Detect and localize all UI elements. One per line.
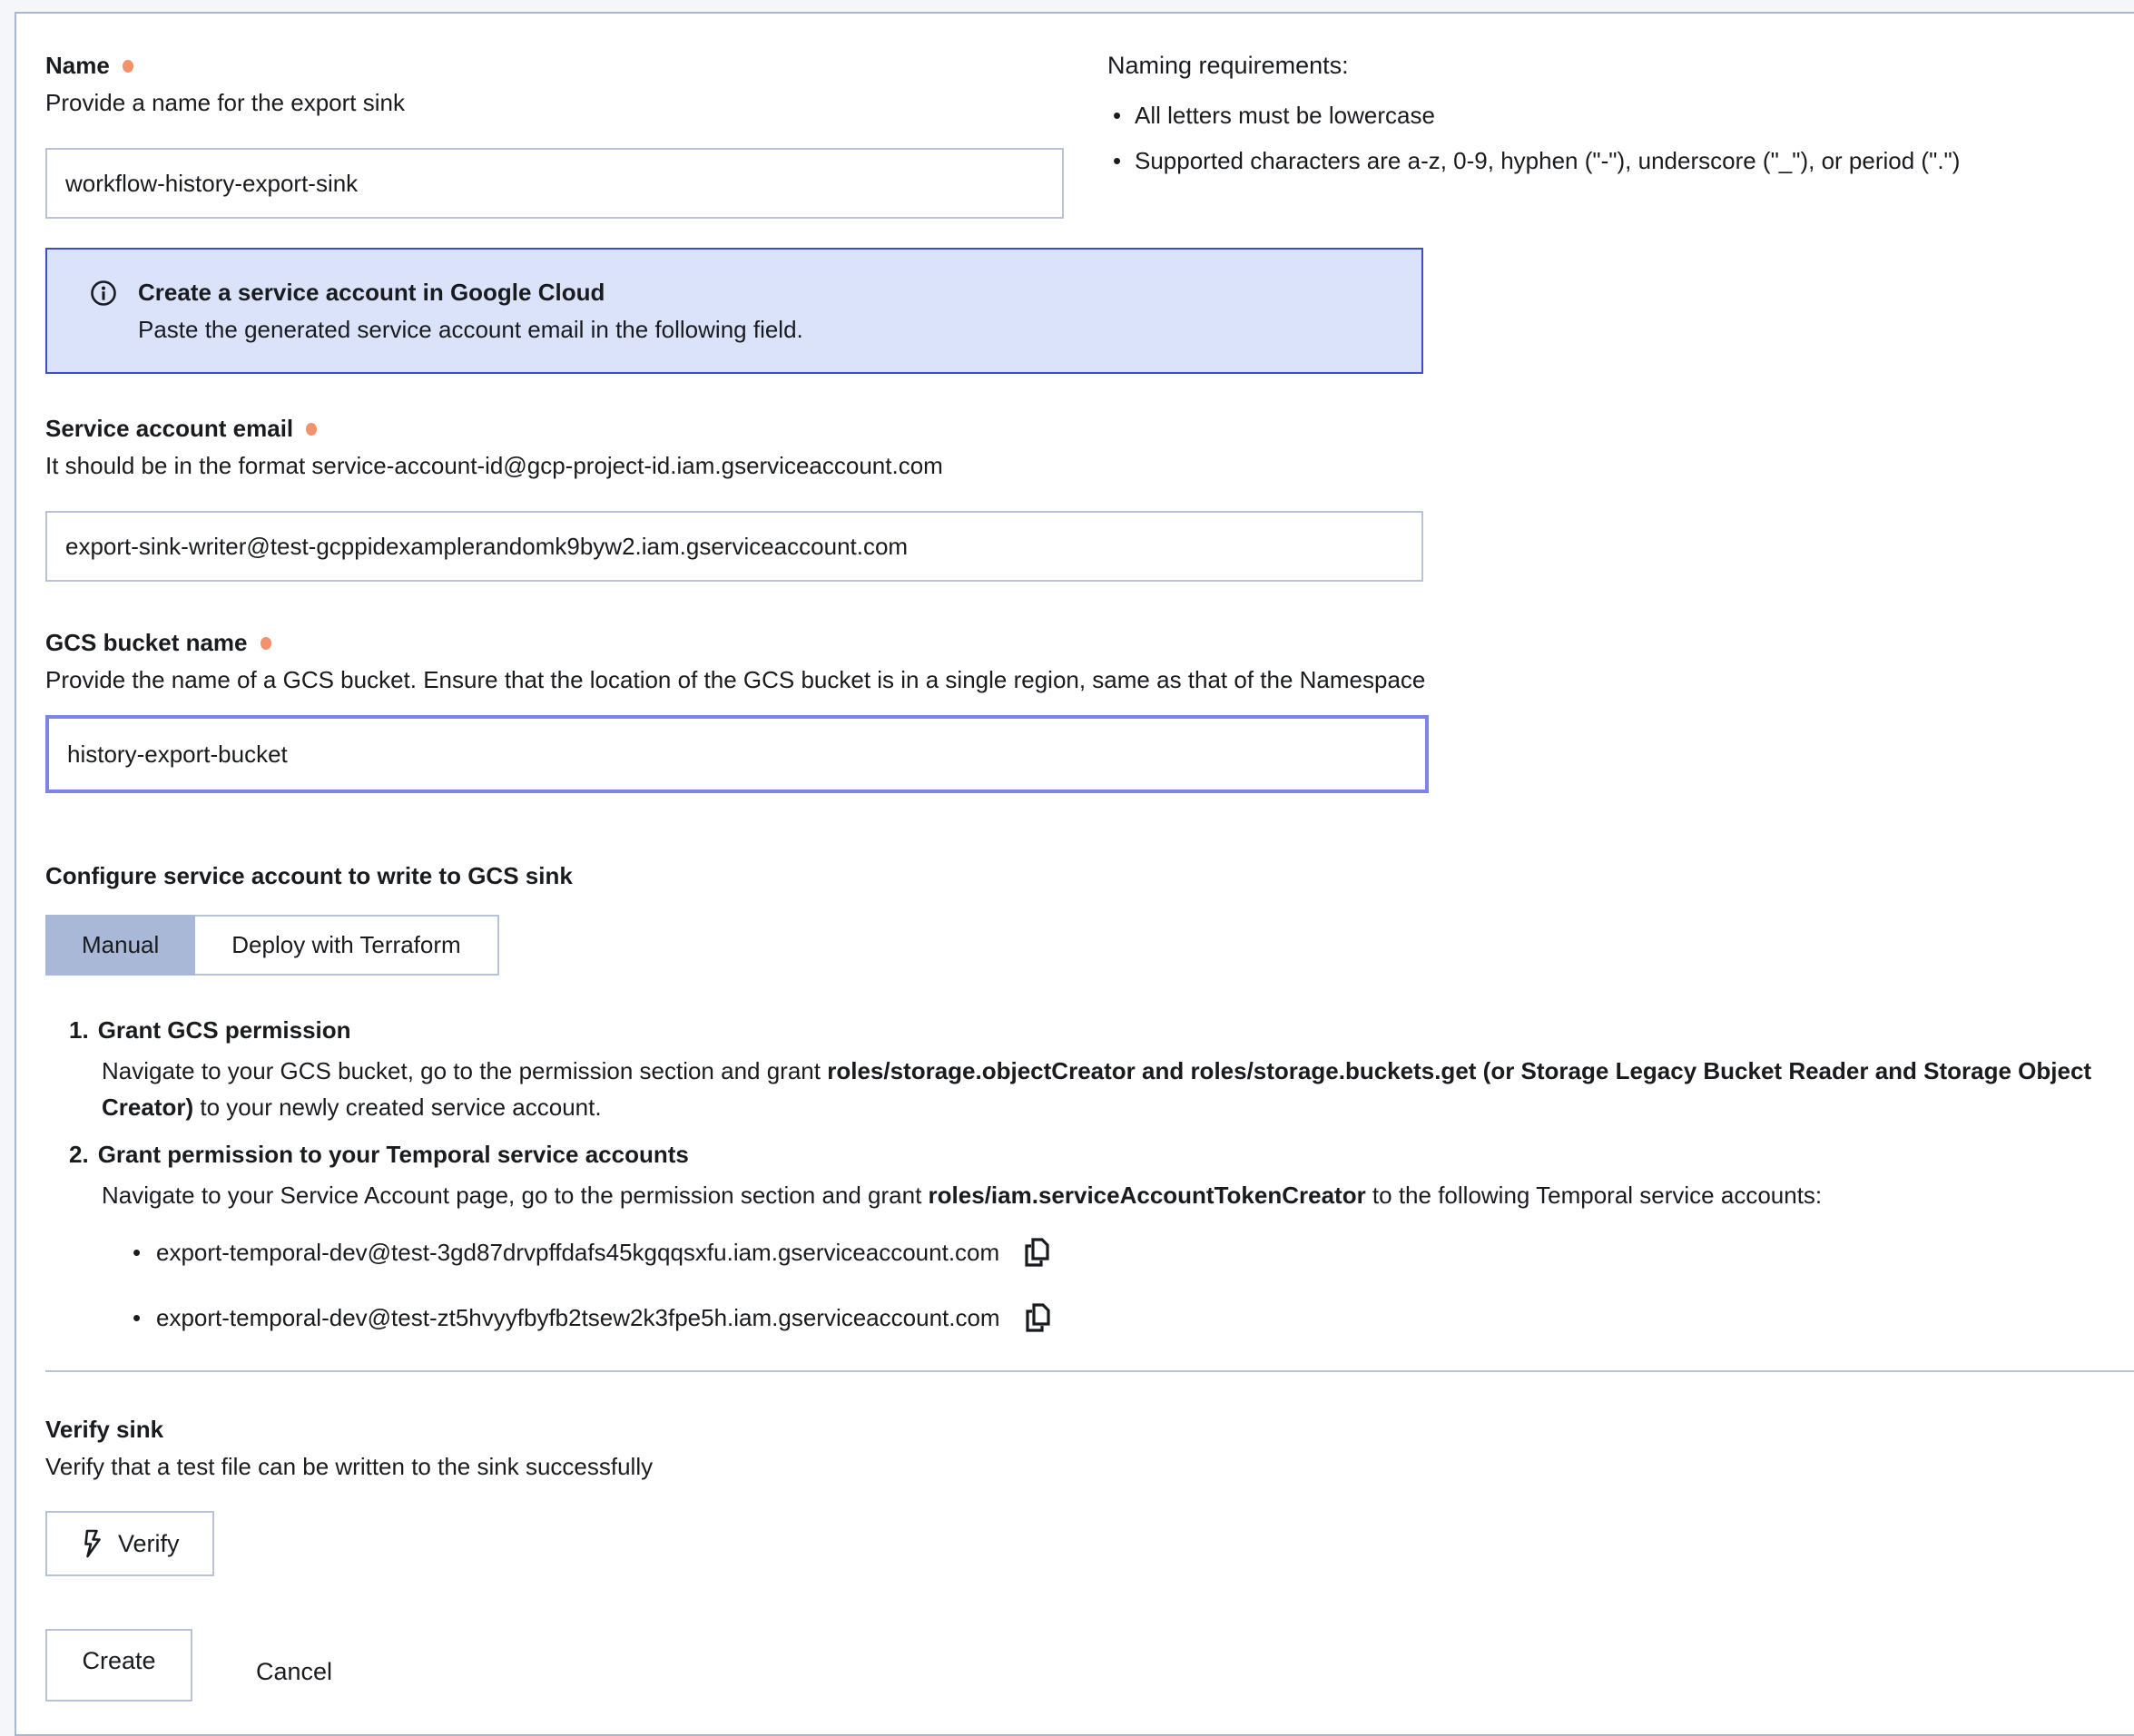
naming-requirements-title: Naming requirements: bbox=[1107, 52, 1349, 79]
verify-button-label: Verify bbox=[118, 1529, 180, 1557]
create-button[interactable]: Create bbox=[45, 1629, 192, 1702]
naming-requirement-item: • Supported characters are a-z, 0-9, hyphen ("-"), underscore ("_"), or period (".") bbox=[1107, 145, 2116, 176]
step-body-text: to your newly created service account. bbox=[193, 1094, 602, 1121]
verify-sink-title: Verify sink bbox=[45, 1416, 164, 1443]
section-divider bbox=[45, 1370, 2134, 1372]
gcs-bucket-name-input[interactable] bbox=[45, 715, 1429, 793]
step-body-text: to the following Temporal service accounts: bbox=[1365, 1182, 1823, 1209]
export-sink-form bbox=[15, 12, 2134, 1736]
step-title: Grant GCS permission bbox=[97, 1016, 351, 1044]
copy-icon bbox=[1024, 1302, 1051, 1333]
name-input[interactable] bbox=[45, 148, 1064, 219]
configure-tabs bbox=[45, 915, 499, 976]
info-banner-body: Paste the generated service account email in the following field. bbox=[138, 316, 803, 343]
configure-section-title: Configure service account to write to GCS sink bbox=[45, 862, 573, 889]
gcs-bucket-name-description: Provide the name of a GCS bucket. Ensure that the location of the GCS bucket is in a single region, same as that of the Namespace bbox=[45, 666, 1426, 693]
required-dot-icon bbox=[123, 60, 133, 73]
naming-requirements-list bbox=[1107, 100, 2116, 176]
copy-button[interactable] bbox=[1023, 1237, 1050, 1268]
cancel-button[interactable]: Cancel bbox=[256, 1645, 332, 1686]
manual-steps bbox=[45, 1015, 2116, 1334]
copy-icon bbox=[1023, 1237, 1050, 1268]
copy-button[interactable] bbox=[1024, 1302, 1051, 1333]
step-body-text: Navigate to your Service Account page, go to the permission section and grant bbox=[102, 1182, 929, 1209]
step-body bbox=[102, 1053, 2099, 1125]
name-field-label bbox=[45, 52, 1064, 80]
verify-button[interactable] bbox=[45, 1511, 214, 1576]
step-body-bold-text: roles/iam.serviceAccountTokenCreator bbox=[928, 1182, 1366, 1209]
service-account-email: • export-temporal-dev@test-3gd87drvpffdafs45kgqqsxfu.iam.gserviceaccount.com bbox=[156, 1239, 1000, 1266]
step-grant-temporal-permission bbox=[45, 1139, 2116, 1334]
service-account-info-banner bbox=[45, 248, 1423, 374]
naming-requirement-item: • All letters must be lowercase bbox=[1107, 100, 2116, 131]
lightning-icon bbox=[80, 1529, 103, 1558]
step-title: Grant permission to your Temporal service accounts bbox=[97, 1141, 689, 1168]
step-body bbox=[102, 1177, 2099, 1213]
tab-deploy-with-terraform[interactable]: Deploy with Terraform bbox=[195, 917, 497, 974]
required-dot-icon bbox=[306, 423, 317, 436]
step-body-text: Navigate to your GCS bucket, go to the permission section and grant bbox=[102, 1057, 828, 1084]
info-banner-title: Create a service account in Google Cloud bbox=[138, 279, 605, 306]
name-field-description: Provide a name for the export sink bbox=[45, 89, 405, 116]
verify-sink-description: Verify that a test file can be written to the sink successfully bbox=[45, 1453, 654, 1480]
step-grant-gcs-permission bbox=[45, 1015, 2116, 1125]
required-dot-icon bbox=[261, 637, 271, 650]
service-account-email-label-text: Service account email bbox=[45, 415, 294, 442]
tab-manual[interactable]: Manual bbox=[45, 915, 195, 976]
step-number: 2. bbox=[69, 1141, 89, 1168]
gcs-bucket-name-label bbox=[45, 629, 2116, 657]
service-account-email-description: It should be in the format service-account-id@gcp-project-id.iam.gserviceaccount.com bbox=[45, 452, 943, 479]
step-body-bold-text: roles/storage.objectCreator and roles/storage.buckets.get (or Storage Legacy Bucket Reader and Storage Object Creator) bbox=[102, 1057, 2092, 1121]
service-account-email-label bbox=[45, 415, 2116, 443]
service-account-item bbox=[131, 1236, 2116, 1269]
service-account-email-input[interactable] bbox=[45, 511, 1423, 582]
temporal-service-account-list bbox=[131, 1236, 2116, 1334]
step-number: 1. bbox=[69, 1016, 89, 1044]
info-icon bbox=[89, 279, 118, 308]
service-account-item bbox=[131, 1301, 2116, 1334]
service-account-email: • export-temporal-dev@test-zt5hvyyfbyfb2tsew2k3fpe5h.iam.gserviceaccount.com bbox=[156, 1304, 1000, 1331]
name-field-label-text: Name bbox=[45, 52, 110, 79]
gcs-bucket-name-label-text: GCS bucket name bbox=[45, 629, 248, 656]
